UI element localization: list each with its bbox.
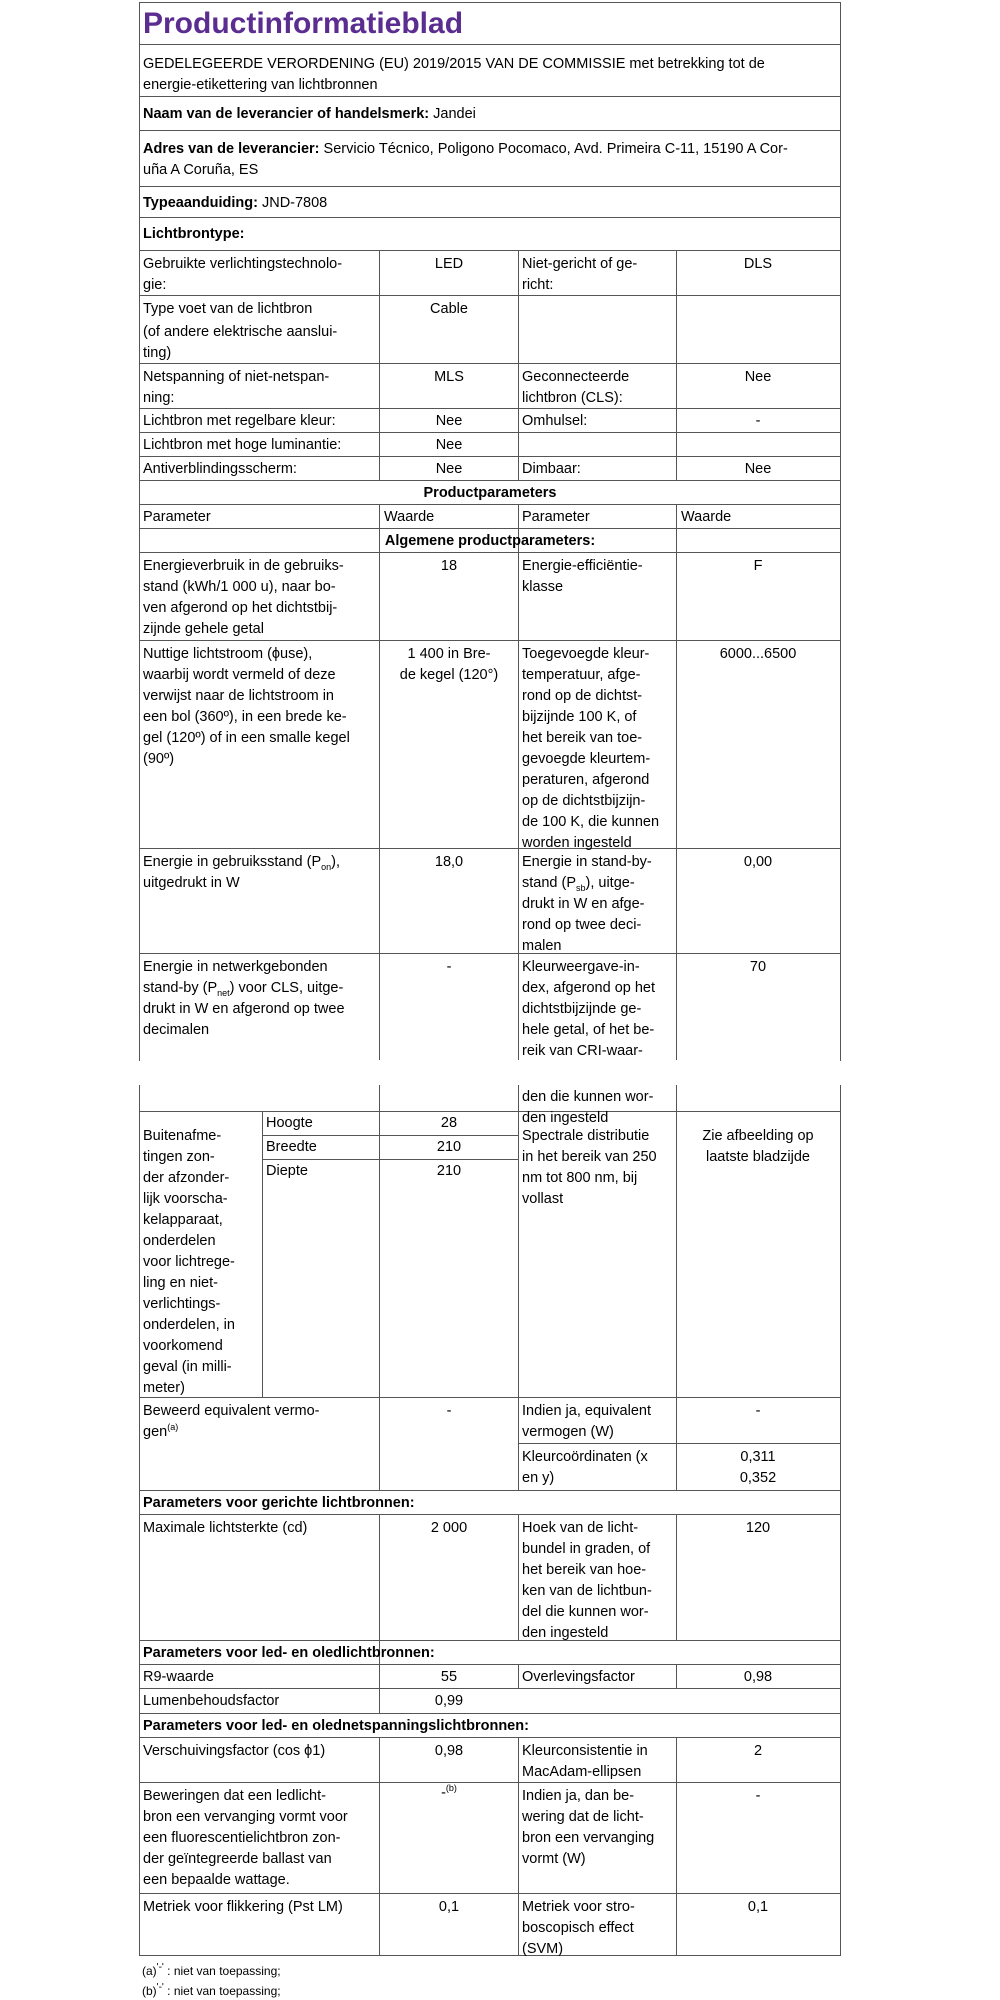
col-parameter-1: Parameter: [143, 509, 211, 525]
page-title: Productinformatieblad: [143, 7, 464, 40]
power-standby-param: Energie in stand-by- stand $(P_{sb})$, uitge- drukt in W en afge- rond op twee deci- malen: [522, 854, 652, 954]
product-parameters-heading: Productparameters: [423, 485, 557, 501]
stroboscopic-value: 0,1: [747, 1899, 769, 1915]
lightsource-type-heading: Lichtbrontype:: [143, 226, 245, 242]
color-temp-param: Toegevoegde kleur- temperatuur, afge- rond op de dichtst- bijzijnde 100 K, of het bereik van toe- gevoegde kleurtem- peraturen, afgerond op de dichtstbijzijn- de 100 K, die kunnen worden ingesteld: [522, 646, 660, 851]
col-parameter-2: Parameter: [522, 509, 590, 525]
cri-param: Kleurweergave-in- dex, afgerond op het dichtstbijzijnde ge- hele getal, of het be- reik van CRI-waar-: [522, 959, 656, 1059]
flux-value: 1 400 in Bre- de kegel (120°): [399, 646, 499, 683]
regulation-line-1: GEDELEGEERDE VERORDENING (EU) 2019/2015 VAN DE COMMISSIE met betrekking tot de: [143, 56, 765, 72]
supplier-name: Naam van de leverancier of handelsmerk: Jandei: [143, 106, 476, 122]
ls-row-3-value: MLS: [434, 369, 464, 385]
cri-value: 70: [749, 959, 767, 975]
net-standby-value: -: [446, 959, 452, 975]
max-intensity-value: 2 000: [430, 1520, 468, 1536]
height-value: 28: [440, 1115, 458, 1131]
ls-row-2-value: Cable: [430, 301, 468, 317]
r9-value: 55: [440, 1669, 458, 1685]
height-label: Hoogte: [266, 1115, 313, 1131]
energy-use-value: 18: [440, 558, 458, 574]
color-temp-value: 6000...6500: [719, 646, 797, 662]
chromaticity-param: Kleurcoördinaten (x en y): [522, 1449, 648, 1486]
dimensions-label: Buitenafme- tingen zon- der afzonder- lijk voorscha- kelapparaat, onderdelen voor lichtrege- ling en niet- verlichtings- onderdelen, in voorkomend geval (in milli- meter): [143, 1128, 235, 1396]
max-intensity-param: Maximale lichtsterkte (cd): [143, 1520, 308, 1536]
energy-use-param: Energieverbruik in de gebruiks- stand (kWh/1 000 u), naar bo- ven afgerond op het dichtstbij- zijnde gehele getal: [143, 558, 344, 637]
type-designation: Typeaanduiding: JND-7808: [143, 195, 328, 211]
ls-row-4-value2: -: [755, 413, 761, 429]
beam-angle-value: 120: [745, 1520, 771, 1536]
supplier-address: Adres van de leverancier: Servicio Técnico, Poligono Pocomaco, Avd. Primeira C-11, 15190 A Cor-: [143, 141, 788, 157]
net-standby-param: Energie in netwerkgebonden stand-by $(P_{net})$ voor CLS, uitge- drukt in W en afgerond op twee decimalen: [143, 959, 345, 1038]
energy-class-value: F: [753, 558, 763, 574]
replacement-claims-param: Beweringen dat een ledlicht- bron een vervanging vormt voor een fluorescentielichtbron zon- der geïntegreerde ballast van een bepaalde wattage.: [143, 1788, 348, 1888]
ls-row-3-param2: Geconnecteerde lichtbron (CLS):: [522, 369, 630, 406]
lumen-maintenance-value: 0,99: [434, 1693, 464, 1709]
ls-row-6-value2: Nee: [744, 461, 772, 477]
ls-row-5-param: Lichtbron met hoge luminantie:: [143, 437, 342, 453]
footnote-b: (b)'-' : niet van toepassing;: [142, 1982, 281, 1998]
ls-row-3-param: Netspanning of niet-netspan- ning:: [143, 369, 330, 406]
flicker-param: Metriek voor flikkering (Pst LM): [143, 1899, 343, 1915]
directional-heading: Parameters voor gerichte lichtbronnen:: [143, 1495, 415, 1511]
ls-row-2-param: Type voet van de lichtbron (of andere elektrische aanslui- ting): [143, 301, 338, 361]
shift-factor-param: Verschuivingsfactor (cos ϕ1): [143, 1743, 326, 1759]
footnote-a: (a)'-' : niet van toepassing;: [142, 1962, 281, 1978]
lumen-maintenance-param: Lumenbehoudsfactor: [143, 1693, 280, 1709]
ls-row-6-param: Antiverblindingsscherm:: [143, 461, 297, 477]
power-standby-value: 0,00: [743, 854, 773, 870]
regulation-line-2: energie-etikettering van lichtbronnen: [143, 77, 378, 93]
r9-param: R9-waarde: [143, 1669, 214, 1685]
width-label: Breedte: [266, 1139, 317, 1155]
equiv-power-value: -: [446, 1403, 452, 1419]
replacement-claims-value: -$^{(b)}$: [441, 1783, 457, 1801]
shift-factor-value: 0,98: [434, 1743, 464, 1759]
depth-label: Diepte: [266, 1163, 308, 1179]
general-parameters-heading: Algemene productparameters:: [384, 533, 596, 549]
energy-class-param: Energie-efficiëntie- klasse: [522, 558, 643, 595]
ls-row-1-param: Gebruikte verlichtingstechnolo- gie:: [143, 256, 343, 293]
led-oled-heading: Parameters voor led- en oledlichtbronnen:: [143, 1645, 435, 1661]
power-on-value: 18,0: [434, 854, 464, 870]
equiv-power-w-param: Indien ja, equivalent vermogen (W): [522, 1403, 651, 1440]
ls-row-6-value: Nee: [435, 461, 463, 477]
spectral-value: Zie afbeelding op laatste bladzijde: [702, 1128, 814, 1165]
beam-angle-param: Hoek van de licht- bundel in graden, of het bereik van hoe- ken van de lichtbun- del die kunnen wor- den ingesteld: [522, 1520, 652, 1641]
ls-row-1-value: LED: [434, 256, 464, 272]
ls-row-6-param2: Dimbaar:: [522, 461, 581, 477]
ls-row-4-param: Lichtbron met regelbare kleur:: [143, 413, 336, 429]
stroboscopic-param: Metriek voor stro- boscopisch effect (SVM): [522, 1899, 635, 1957]
spectral-param: Spectrale distributie in het bereik van 250 nm tot 800 nm, bij vollast: [522, 1128, 657, 1207]
power-on-param: Energie in gebruiksstand $(P_{on})$, uitgedrukt in W: [143, 854, 341, 891]
color-consistency-param: Kleurconsistentie in MacAdam-ellipsen: [522, 1743, 648, 1780]
ls-row-1-param2: Niet-gericht of ge- richt:: [522, 256, 638, 293]
survival-param: Overlevingsfactor: [522, 1669, 635, 1685]
supplier-address-line-2: uña A Coruña, ES: [143, 162, 259, 178]
col-value-2: Waarde: [681, 509, 732, 525]
replacement-w-value: -: [755, 1788, 761, 1804]
ls-row-1-value2: DLS: [743, 256, 773, 272]
width-value: 210: [436, 1139, 462, 1155]
ls-row-3-value2: Nee: [744, 369, 772, 385]
col-value-1: Waarde: [384, 509, 435, 525]
replacement-w-param: Indien ja, dan be- wering dat de licht- bron een vervanging vormt (W): [522, 1788, 655, 1867]
color-consistency-value: 2: [753, 1743, 763, 1759]
ls-row-5-value: Nee: [435, 437, 463, 453]
ls-row-4-value: Nee: [435, 413, 463, 429]
equiv-power-w-value: -: [755, 1403, 761, 1419]
led-oled-mains-heading: Parameters voor led- en olednetspanningslichtbronnen:: [143, 1718, 529, 1734]
equiv-power-param: Beweerd equivalent vermo- gen$^{(a)}$: [143, 1403, 320, 1440]
ls-row-4-param2: Omhulsel:: [522, 413, 588, 429]
flicker-value: 0,1: [438, 1899, 460, 1915]
cri-param-continued: den die kunnen wor- den ingesteld: [522, 1089, 654, 1126]
survival-value: 0,98: [743, 1669, 773, 1685]
depth-value: 210: [436, 1163, 462, 1179]
flux-param: Nuttige lichtstroom (ϕuse), waarbij wordt vermeld of deze verwijst naar de lichtstroom in een bol (360º), in een brede ke- gel (120º) of in een smalle kegel (90º): [143, 646, 350, 767]
chromaticity-value: 0,311 0,352: [739, 1449, 777, 1486]
